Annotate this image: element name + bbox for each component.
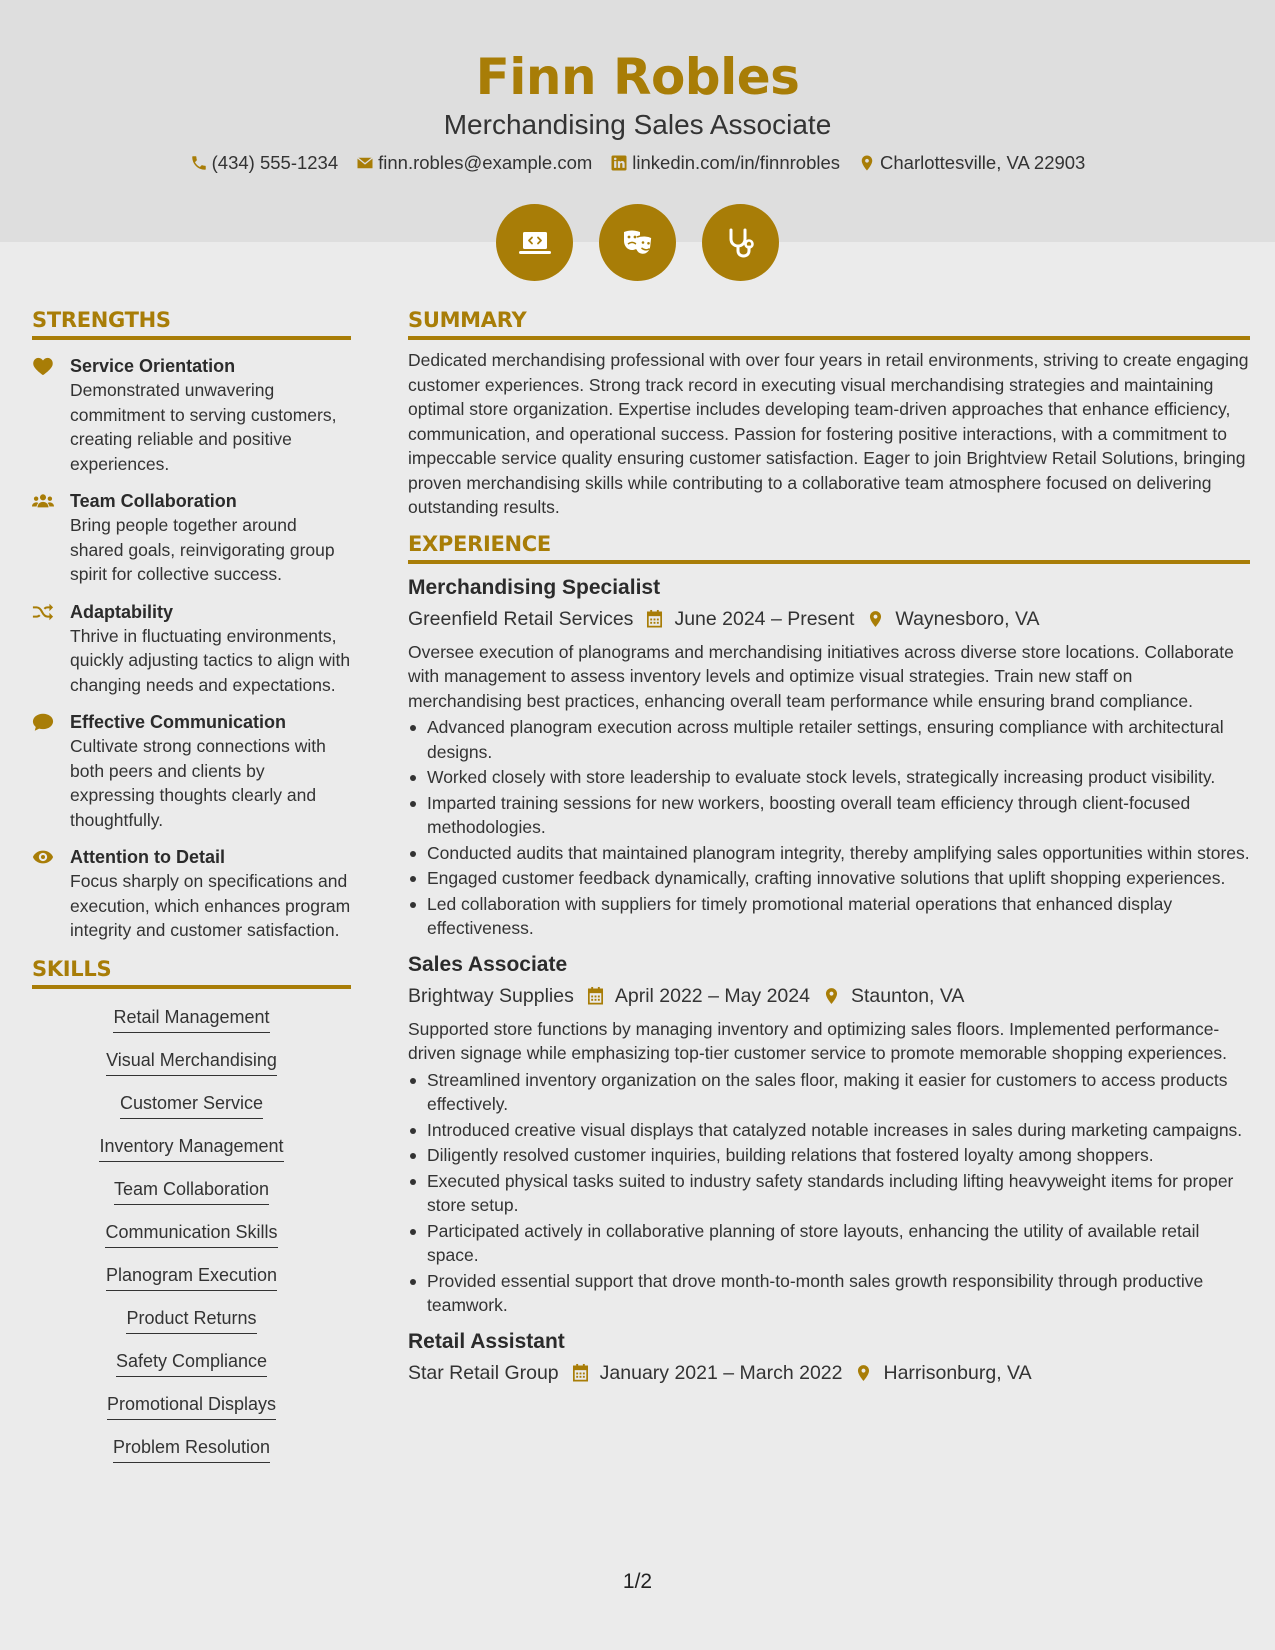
- shuffle-icon: [32, 602, 54, 622]
- candidate-role: Merchandising Sales Associate: [443, 109, 832, 140]
- map-pin-icon: [822, 986, 841, 1006]
- contact-location: [858, 152, 1085, 174]
- contact-bar: [0, 152, 1275, 174]
- strength-item: [32, 845, 351, 943]
- speech-bubble-icon: [32, 712, 54, 732]
- job-bullet: Led collaboration with suppliers for timely promotional material operations that enhanced display effectiveness.: [408, 892, 1250, 941]
- job-bullet: Conducted audits that maintained planogram integrity, thereby amplifying sales opportunities within stores.: [408, 841, 1250, 866]
- skill-tag: Problem Resolution: [113, 1435, 270, 1463]
- job-bullets: [408, 715, 1250, 941]
- job-title: Merchandising Specialist: [408, 575, 661, 599]
- job-bullet: Provided essential support that drove month-to-month sales growth responsibility through productive teamwork.: [408, 1269, 1250, 1318]
- skill-tag: Safety Compliance: [116, 1349, 267, 1377]
- calendar-icon: [645, 609, 664, 629]
- contact-linkedin[interactable]: [610, 152, 840, 174]
- job-entry: [408, 1328, 1250, 1386]
- job-bullets: [408, 1068, 1250, 1318]
- job-bullet: Worked closely with store leadership to evaluate stock levels, strategically increasing product visibility.: [408, 765, 1250, 790]
- page-number: 1/2: [622, 1570, 653, 1593]
- heart-icon: [32, 356, 54, 376]
- strength-title: Team Collaboration: [70, 491, 237, 511]
- interest-badges: [0, 204, 1275, 281]
- theater-masks-icon: [618, 223, 658, 263]
- badge-stethoscope: [702, 204, 779, 281]
- job-title: Retail Assistant: [408, 1329, 565, 1353]
- strength-item: [32, 354, 351, 476]
- job-bullet: Introduced creative visual displays that catalyzed notable increases in sales during marketing campaigns.: [408, 1118, 1250, 1143]
- job-location: Waynesboro, VA: [895, 607, 1040, 630]
- skill-tag: Product Returns: [126, 1306, 256, 1334]
- strength-desc: Cultivate strong connections with both peers and clients by expressing thoughts clearly and thoughtfully.: [70, 736, 326, 830]
- job-company: Greenfield Retail Services: [408, 607, 634, 630]
- laptop-code-icon: [515, 223, 555, 263]
- strength-title: Adaptability: [70, 601, 174, 622]
- job-bullet: Engaged customer feedback dynamically, crafting innovative solutions that uplift shopping experiences.: [408, 866, 1250, 891]
- phone-icon: [190, 154, 208, 172]
- badge-theater-masks: [599, 204, 676, 281]
- strength-desc: Focus sharply on specifications and execution, which enhances program integrity and customer satisfaction.: [70, 871, 351, 940]
- job-meta: [408, 606, 1250, 632]
- eye-icon: [32, 847, 54, 867]
- skill-tag: Communication Skills: [105, 1220, 277, 1248]
- linkedin-icon: [610, 154, 628, 172]
- left-column: [32, 308, 351, 1478]
- map-pin-icon: [858, 154, 876, 172]
- job-company: Star Retail Group: [408, 1361, 559, 1384]
- job-meta: [408, 1360, 1250, 1386]
- contact-location-text: Charlottesville, VA 22903: [880, 152, 1086, 173]
- job-entry: [408, 574, 1250, 941]
- map-pin-icon: [866, 609, 885, 629]
- job-dates: January 2021 – March 2022: [599, 1361, 843, 1384]
- strengths-heading: STRENGTHS: [32, 308, 351, 340]
- summary-heading: SUMMARY: [408, 308, 1250, 340]
- summary-text: Dedicated merchandising professional with over four years in retail environments, striving to create engaging customer experiences. Strong track record in executing visual merchandising strategies and maintaining optimal store organization. Expertise includes developing team-driven approaches that enhance efficiency, communication, and operational success. Passion for fostering positive interactions, with a commitment to impeccable service quality ensuring customer satisfaction. Eager to join Brightview Retail Solutions, bringing proven merchandising skills while contributing to a collaborative team atmosphere focused on delivering outstanding results.: [408, 350, 1249, 517]
- calendar-icon: [586, 986, 605, 1006]
- skill-tag: Visual Merchandising: [106, 1048, 277, 1076]
- job-bullet: Imparted training sessions for new workers, boosting overall team efficiency through client-focused methodologies.: [408, 791, 1250, 840]
- job-dates: June 2024 – Present: [674, 607, 855, 630]
- badge-laptop-code: [496, 204, 573, 281]
- contact-email[interactable]: [356, 152, 592, 174]
- contact-phone[interactable]: [190, 152, 339, 174]
- calendar-icon: [571, 1363, 590, 1383]
- contact-linkedin-text: linkedin.com/in/finnrobles: [632, 152, 841, 173]
- skill-tag: Team Collaboration: [114, 1177, 269, 1205]
- job-bullet: Diligently resolved customer inquiries, building relations that fostered loyalty among shoppers.: [408, 1143, 1250, 1168]
- strength-title: Service Orientation: [70, 356, 236, 376]
- strengths-list: [32, 354, 351, 943]
- skill-tag: Customer Service: [120, 1091, 263, 1119]
- strength-title: Effective Communication: [70, 712, 287, 732]
- right-column: [408, 308, 1250, 1386]
- strength-title: Attention to Detail: [70, 847, 225, 867]
- strength-item: [32, 600, 351, 698]
- job-description: Supported store functions by managing inventory and optimizing sales floors. Implemented performance-driven signage while emphasizing top-tier customer service to promote memorable shopping experiences.: [408, 1018, 1228, 1063]
- candidate-name: Finn Robles: [475, 48, 800, 106]
- contact-email-text: finn.robles@example.com: [378, 152, 593, 173]
- users-icon: [32, 491, 54, 511]
- skill-tag: Planogram Execution: [106, 1263, 277, 1291]
- envelope-icon: [356, 154, 374, 172]
- job-entry: [408, 951, 1250, 1318]
- strength-desc: Demonstrated unwavering commitment to serving customers, creating reliable and positive experiences.: [70, 380, 337, 474]
- job-title: Sales Associate: [408, 952, 568, 976]
- experience-heading: EXPERIENCE: [408, 532, 1250, 564]
- contact-phone-text: (434) 555-1234: [211, 152, 339, 173]
- job-bullet: Advanced planogram execution across multiple retailer settings, ensuring compliance with architectural designs.: [408, 715, 1250, 764]
- job-description: Oversee execution of planograms and merchandising initiatives across diverse store locations. Collaborate with management to assess inventory levels and optimize visual strategies. Train new staff on merchandising best practices, enhancing overall team performance while ensuring brand compliance.: [408, 641, 1234, 711]
- map-pin-icon: [854, 1363, 873, 1383]
- job-bullet: Participated actively in collaborative planning of store layouts, enhancing the utility of available retail space.: [408, 1219, 1250, 1268]
- job-location: Staunton, VA: [850, 984, 965, 1007]
- strength-desc: Bring people together around shared goals, reinvigorating group spirit for collective success.: [70, 515, 335, 584]
- job-bullet: Executed physical tasks suited to industry safety standards including lifting heavyweight items for proper store setup.: [408, 1169, 1250, 1218]
- job-dates: April 2022 – May 2024: [614, 984, 810, 1007]
- job-location: Harrisonburg, VA: [883, 1361, 1032, 1384]
- skill-tag: Promotional Displays: [107, 1392, 276, 1420]
- skills-list: [32, 1005, 351, 1478]
- skill-tag: Retail Management: [113, 1005, 269, 1033]
- skill-tag: Inventory Management: [99, 1134, 283, 1162]
- stethoscope-icon: [721, 223, 761, 263]
- strength-item: [32, 710, 351, 832]
- skills-heading: SKILLS: [32, 957, 351, 989]
- job-meta: [408, 983, 1250, 1009]
- job-company: Brightway Supplies: [408, 984, 574, 1007]
- strength-desc: Thrive in fluctuating environments, quickly adjusting tactics to align with changing needs and expectations.: [70, 625, 351, 695]
- strength-item: [32, 489, 351, 587]
- job-bullet: Streamlined inventory organization on the sales floor, making it easier for customers to access products effectively.: [408, 1068, 1250, 1117]
